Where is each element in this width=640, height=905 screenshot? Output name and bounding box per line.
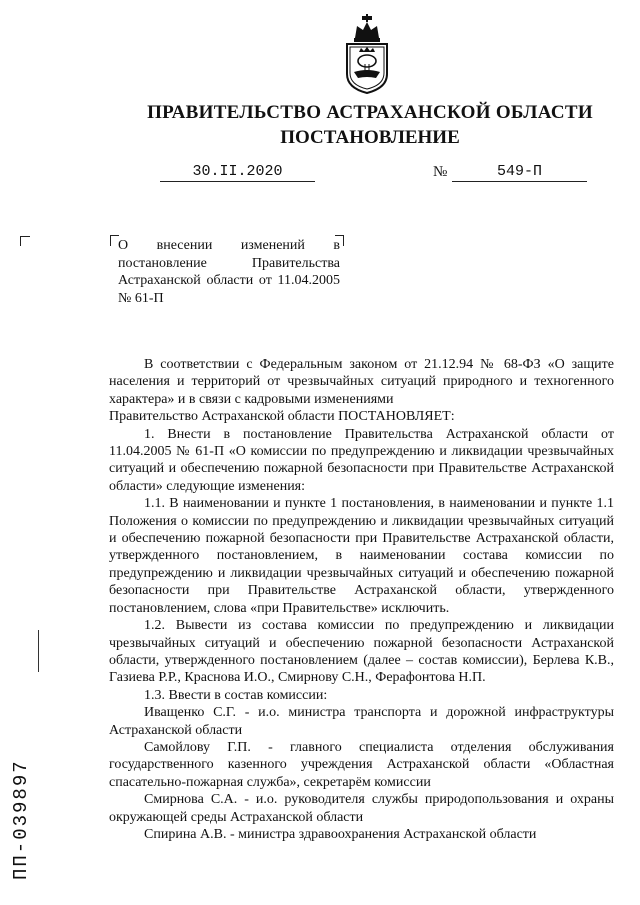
body-paragraph: 1. Внести в постановление Правительства Астраханской области от 11.04.2005 № 61-П «О комиссии по предупреждению и ликвидации чрезвычайных ситуаций и обеспечению пожарной безопасности при Правительстве Астраханской области» следующие изменения: xyxy=(109,426,614,494)
document-type: ПОСТАНОВЛЕНИЕ xyxy=(280,127,460,148)
date-underline xyxy=(160,181,315,182)
document-number: 549-П xyxy=(496,163,542,180)
number-underline xyxy=(452,181,587,182)
body-paragraph: Правительство Астраханской области ПОСТАНОВЛЯЕТ: xyxy=(109,409,455,425)
side-margin-line xyxy=(38,630,39,672)
body-paragraph: 1.2. Вывести из состава комиссии по предупреждению и ликвидации чрезвычайных ситуаций и обеспечению пожарной безопасности Астраханской области, утвержденного постановлением (далее – состав комиссии), Берлева К.В., Газиева Р.Р., Краснова И.О., Смирнову С.Н., Ферафонтова Н.П. xyxy=(109,618,614,686)
body-paragraph: 1.1. В наименовании и пункте 1 постановления, в наименовании и пункте 1.1 Положения о комиссии по предупреждению и ликвидации чрезвычайных ситуаций и обеспечению пожарной безопасности при Правительстве Астраханской области, утвержденного постановлением, в наименовании состава комиссии по предупреждению и ликвидации чрезвычайных ситуаций и обеспечению пожарной безопасности при Правительстве Астраханской области, утвержденного постановлением, слова «при Правительстве» исключить. xyxy=(109,496,614,616)
number-sign: № xyxy=(433,164,448,180)
side-serial-number: ПП-039897 xyxy=(10,759,32,880)
body-paragraph: Смирнова С.А. - и.о. руководителя службы природопользования и охраны окружающей среды Астраханской области xyxy=(109,792,614,825)
document-subject: О внесении изменений в постановление Правительства Астраханской области от 11.04.2005 № 61-П xyxy=(118,238,340,306)
government-title: ПРАВИТЕЛЬСТВО АСТРАХАНСКОЙ ОБЛАСТИ xyxy=(147,102,593,123)
coat-of-arms-emblem xyxy=(343,14,391,94)
body-paragraph: Самойлову Г.П. - главного специалиста отделения обслуживания государственного казенного учреждения Астраханской области «Областная спасательно-пожарная служба», секретарём комиссии xyxy=(109,739,614,790)
document-date: 30.II.2020 xyxy=(192,163,283,180)
body-paragraph: Иващенко С.Г. - и.о. министра транспорта и дорожной инфраструктуры Астраханской области xyxy=(109,705,614,738)
document-body xyxy=(109,356,614,843)
body-paragraph: В соответствии с Федеральным законом от 21.12.94 № 68-ФЗ «О защите населения и территорий от чрезвычайных ситуаций природного и техногенного характера» и в связи с кадровыми изменениями xyxy=(109,357,614,407)
body-paragraph: Спирина А.В. - министра здравоохранения Астраханской области xyxy=(144,826,537,842)
body-paragraph: 1.3. Ввести в состав комиссии: xyxy=(144,687,328,703)
address-corner-mark xyxy=(20,236,30,246)
